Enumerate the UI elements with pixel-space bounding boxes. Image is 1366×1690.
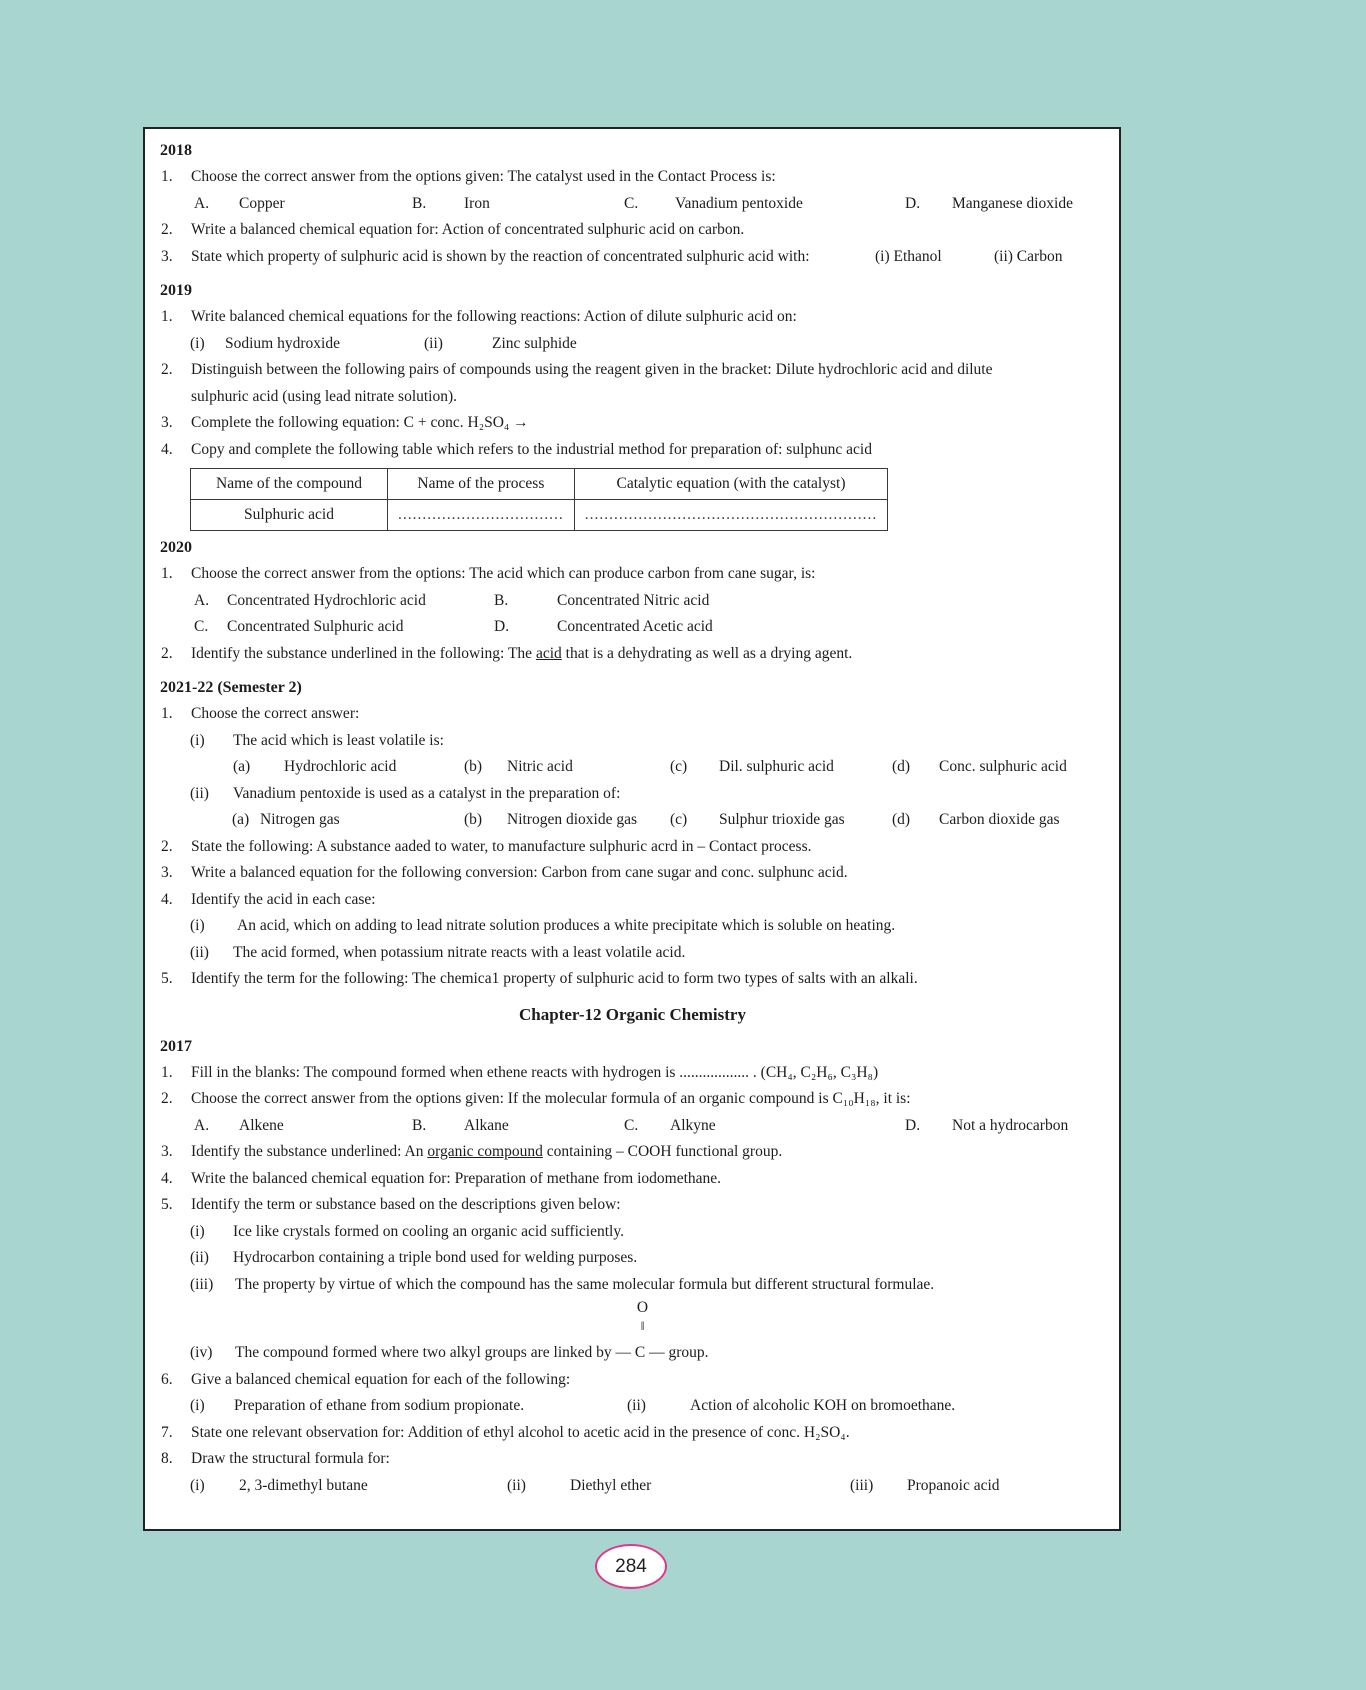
subquestion-label: (i): [190, 731, 205, 749]
subquestion-2017-5iii: [160, 1272, 1105, 1299]
carbonyl-group-structure: [615, 1299, 665, 1367]
question-text-pre: Identify the substance underlined: An: [191, 1143, 428, 1160]
question-2122-1: [160, 701, 1105, 728]
subquestion-text: An acid, which on adding to lead nitrate solution produces a white precipitate which is soluble on heating.: [237, 917, 896, 934]
question-2019-2: [160, 357, 1105, 410]
question-text-post: containing – COOH functional group.: [542, 1143, 783, 1160]
question-text: Complete the following equation: C + conc. H₂SO₄ →: [191, 414, 529, 431]
question-text: Choose the correct answer from the options given: If the molecular formula of an organic compound is C₁₀H₁₈, it is:: [191, 1090, 911, 1107]
question-2020-1: [160, 561, 1105, 588]
options-row-2020-1a: [160, 588, 1105, 615]
table-cell-process-blank: ..................................: [388, 500, 575, 531]
year-heading-2018: 2018: [160, 142, 192, 159]
subpart-label: (ii): [627, 1397, 646, 1414]
subpart-text: 2, 3-dimethyl butane: [239, 1476, 368, 1494]
question-paper-page: [143, 127, 1121, 1531]
question-2122-2: [160, 834, 1105, 861]
subquestion-2017-5ii: [160, 1245, 1105, 1272]
question-number: 2.: [161, 644, 173, 662]
option-text: Copper: [239, 194, 285, 212]
question-2017-4: [160, 1166, 1105, 1193]
option-label: (c): [670, 758, 688, 775]
question-number: 1.: [161, 565, 173, 582]
option-text: Iron: [464, 194, 490, 212]
question-number: 7.: [161, 1423, 173, 1441]
question-text: Write balanced chemical equations for the following reactions: Action of dilute sulphuric acid on:: [191, 308, 797, 325]
subquestion-text: Vanadium pentoxide is used as a catalyst in the preparation of:: [233, 784, 621, 802]
subparts-row-2017-8: [160, 1473, 1105, 1500]
question-number: 6.: [161, 1370, 173, 1388]
table-header-row: [191, 469, 888, 500]
option-text: Sulphur trioxide gas: [719, 811, 845, 828]
question-2019-1: [160, 304, 1105, 331]
question-text: Identify the term for the following: The chemica1 property of sulphuric acid to form two types of salts with an alkali.: [191, 970, 918, 987]
option-text: Concentrated Sulphuric acid: [227, 618, 404, 635]
question-2017-6: [160, 1367, 1105, 1394]
question-text: State which property of sulphuric acid is shown by the reaction of concentrated sulphuric acid with:: [191, 247, 810, 265]
subquestion-text: The property by virtue of which the compound has the same molecular formula but different structural formulae.: [235, 1275, 935, 1293]
option-label: A.: [194, 591, 210, 609]
subquestion-label: (iv): [190, 1344, 213, 1361]
options-row-2018-1: [160, 191, 1105, 218]
option-label: C.: [624, 1116, 639, 1134]
option-label: B.: [412, 1116, 427, 1134]
option-label: C.: [624, 194, 639, 212]
option-text: Manganese dioxide: [952, 194, 1073, 212]
subquestion-2122-1ii: [160, 781, 1105, 808]
options-row-2017-2: [160, 1113, 1105, 1140]
question-2018-2: [160, 217, 1105, 244]
question-2019-4: [160, 437, 1105, 464]
underlined-term: organic compound: [427, 1143, 543, 1160]
options-row-2122-1i: [160, 754, 1105, 781]
question-number: 2.: [161, 361, 173, 378]
option-label: (a): [233, 758, 251, 775]
option-text: Nitrogen gas: [260, 811, 340, 828]
subpart-text: Propanoic acid: [907, 1476, 1000, 1494]
subparts-row-2017-6: [160, 1393, 1105, 1420]
option-label: D.: [905, 194, 921, 212]
question-2017-7: [160, 1420, 1105, 1447]
question-number: 5.: [161, 970, 173, 987]
subquestion-text: Ice like crystals formed on cooling an organic acid sufficiently.: [233, 1222, 624, 1240]
question-number: 2.: [161, 837, 173, 855]
option-text: Concentrated Nitric acid: [557, 591, 710, 609]
carbonyl-oxygen: O: [636, 1299, 649, 1316]
question-text: State one relevant observation for: Addition of ethyl alcohol to acetic acid in the presence of conc. H₂SO₄.: [191, 1423, 850, 1441]
table-header-process: Name of the process: [388, 469, 575, 500]
option-label: (d): [892, 758, 911, 775]
question-number: 2.: [161, 221, 173, 238]
question-text: Write a balanced chemical equation for: Action of concentrated sulphuric acid on carbon.: [191, 221, 745, 238]
question-number: 3.: [161, 247, 173, 265]
subpart-text: Zinc sulphide: [492, 334, 577, 352]
question-2122-5: [160, 966, 1105, 993]
question-2122-3: [160, 860, 1105, 887]
question-text: Identify the acid in each case:: [191, 890, 376, 908]
table-row: [191, 500, 888, 531]
option-text: Vanadium pentoxide: [675, 194, 803, 212]
question-text: Choose the correct answer:: [191, 705, 360, 722]
question-text: Draw the structural formula for:: [191, 1450, 390, 1467]
option-label: C.: [194, 618, 209, 635]
options-row-2020-1b: [160, 614, 1105, 641]
question-text: State the following: A substance aaded to water, to manufacture sulphuric acrd in – Contact process.: [191, 837, 812, 855]
question-2017-5: [160, 1192, 1105, 1219]
table-header-compound: Name of the compound: [191, 469, 388, 500]
question-text: Fill in the blanks: The compound formed when ethene reacts with hydrogen is .................. . (CH₄, C₂H₆, C₃H₈): [191, 1063, 879, 1081]
subpart-label: (i): [190, 1476, 205, 1494]
table-header-equation: Catalytic equation (with the catalyst): [574, 469, 888, 500]
option-label: (b): [464, 811, 483, 828]
question-number: 2.: [161, 1090, 173, 1107]
question-number: 1.: [161, 308, 173, 325]
option-text: Concentrated Acetic acid: [557, 618, 713, 635]
option-text: Alkene: [239, 1116, 284, 1134]
question-number: 3.: [161, 1143, 173, 1160]
option-label: D.: [494, 618, 510, 635]
subquestion-2122-4i: [160, 913, 1105, 940]
question-2017-2: [160, 1086, 1105, 1113]
question-text: Write a balanced equation for the following conversion: Carbon from cane sugar and conc. sulphunc acid.: [191, 864, 848, 881]
question-number: 1.: [161, 705, 173, 722]
question-2018-3: [160, 244, 1105, 271]
double-bond-symbol: ‖: [640, 1318, 645, 1333]
question-number: 3.: [161, 414, 173, 431]
question-number: 8.: [161, 1450, 173, 1467]
question-number: 1.: [161, 1063, 173, 1081]
option-label: B.: [494, 591, 509, 609]
subpart-text: Diethyl ether: [570, 1476, 652, 1494]
option-text: Nitrogen dioxide gas: [507, 811, 638, 828]
subquestion-2122-1i: [160, 728, 1105, 755]
preparation-table: [190, 468, 888, 531]
subquestion-text: Hydrocarbon containing a triple bond used for welding purposes.: [233, 1249, 638, 1266]
sub-option-ii: (ii) Carbon: [994, 247, 1063, 265]
question-number: 1.: [161, 168, 173, 185]
option-label: D.: [905, 1116, 921, 1134]
subquestion-label: (ii): [190, 1249, 209, 1266]
year-heading-2020: 2020: [160, 539, 192, 556]
question-2017-1: [160, 1060, 1105, 1087]
option-text: Hydrochloric acid: [284, 758, 397, 775]
option-label: A.: [194, 194, 210, 212]
subquestion-2017-5iv: [160, 1299, 1105, 1367]
subquestion-text-post: group.: [664, 1344, 709, 1361]
option-label: (a): [232, 811, 250, 828]
question-number: 3.: [161, 864, 173, 881]
year-heading-2021-22: 2021-22 (Semester 2): [160, 679, 302, 696]
option-text: Carbon dioxide gas: [939, 811, 1060, 828]
subpart-label: (ii): [507, 1476, 526, 1494]
question-text: Give a balanced chemical equation for each of the following:: [191, 1370, 571, 1388]
chapter-heading: Chapter-12 Organic Chemistry: [519, 1004, 746, 1024]
option-label: A.: [194, 1116, 210, 1134]
question-text-pre: Identify the substance underlined in the following: The: [191, 644, 536, 662]
question-text: Write the balanced chemical equation for: Preparation of methane from iodomethane.: [191, 1169, 722, 1187]
question-text: Choose the correct answer from the options given: The catalyst used in the Contact Process is:: [191, 168, 776, 185]
option-label: B.: [412, 194, 427, 212]
option-text: Not a hydrocarbon: [952, 1116, 1069, 1134]
page-number-badge: [595, 1544, 667, 1589]
subquestion-label: (ii): [190, 784, 209, 802]
subquestion-text-pre: The compound formed where two alkyl groups are linked by: [235, 1344, 616, 1361]
option-label: (c): [670, 811, 688, 828]
underlined-term: acid: [535, 644, 562, 662]
subpart-text: Sodium hydroxide: [225, 334, 340, 352]
question-2122-4: [160, 887, 1105, 914]
question-text-post: that is a dehydrating as well as a drying agent.: [561, 644, 853, 662]
subquestion-label: (ii): [190, 943, 209, 961]
question-number: 5.: [161, 1196, 173, 1213]
question-text-line1: Distinguish between the following pairs of compounds using the reagent given in the bracket: Dilute hydrochloric acid and dilute: [191, 361, 993, 378]
option-text: Nitric acid: [507, 758, 573, 775]
subpart-text: Action of alcoholic KOH on bromoethane.: [690, 1397, 956, 1414]
options-row-2122-1ii: [160, 807, 1105, 834]
question-text-line2: sulphuric acid (using lead nitrate solution).: [191, 387, 458, 405]
subquestion-label: (iii): [190, 1275, 214, 1293]
subpart-label: (iii): [850, 1476, 874, 1494]
subpart-label: (ii): [424, 334, 443, 352]
question-text: Choose the correct answer from the options: The acid which can produce carbon from cane sugar, is:: [191, 565, 816, 582]
subpart-label: (i): [190, 1397, 205, 1414]
question-2017-8: [160, 1446, 1105, 1473]
page-number: 284: [615, 1555, 647, 1577]
option-text: Conc. sulphuric acid: [939, 758, 1067, 775]
question-number: 4.: [161, 890, 173, 908]
option-label: (b): [464, 758, 483, 775]
question-2018-1: [160, 164, 1105, 191]
subpart-text: Preparation of ethane from sodium propionate.: [234, 1397, 525, 1414]
subparts-row-2019-1: [160, 331, 1105, 358]
question-2019-3: [160, 410, 1105, 437]
carbonyl-carbon: — C —: [615, 1344, 665, 1361]
option-label: (d): [892, 811, 911, 828]
subquestion-label: (i): [190, 917, 205, 934]
subquestion-label: (i): [190, 1222, 205, 1240]
subquestion-2017-5i: [160, 1219, 1105, 1246]
question-2020-2: [160, 641, 1105, 668]
option-text: Alkane: [464, 1116, 509, 1134]
sub-option-i: (i) Ethanol: [875, 247, 942, 265]
question-number: 4.: [161, 1169, 173, 1187]
table-cell-compound: Sulphuric acid: [191, 500, 388, 531]
subquestion-text: The acid formed, when potassium nitrate reacts with a least volatile acid.: [233, 943, 686, 961]
question-text: Identify the term or substance based on the descriptions given below:: [191, 1196, 621, 1213]
subpart-label: (i): [190, 334, 205, 352]
subquestion-2122-4ii: [160, 940, 1105, 967]
option-text: Alkyne: [670, 1116, 716, 1134]
year-heading-2017: 2017: [160, 1037, 192, 1055]
table-cell-equation-blank: ............................................................: [574, 500, 888, 531]
question-2017-3: [160, 1139, 1105, 1166]
question-text: Copy and complete the following table which refers to the industrial method for preparation of: sulphunc acid: [191, 440, 872, 458]
option-text: Dil. sulphuric acid: [719, 758, 834, 775]
question-number: 4.: [161, 440, 173, 458]
subquestion-text: The acid which is least volatile is:: [233, 731, 444, 749]
year-heading-2019: 2019: [160, 282, 192, 299]
option-text: Concentrated Hydrochloric acid: [227, 591, 426, 609]
